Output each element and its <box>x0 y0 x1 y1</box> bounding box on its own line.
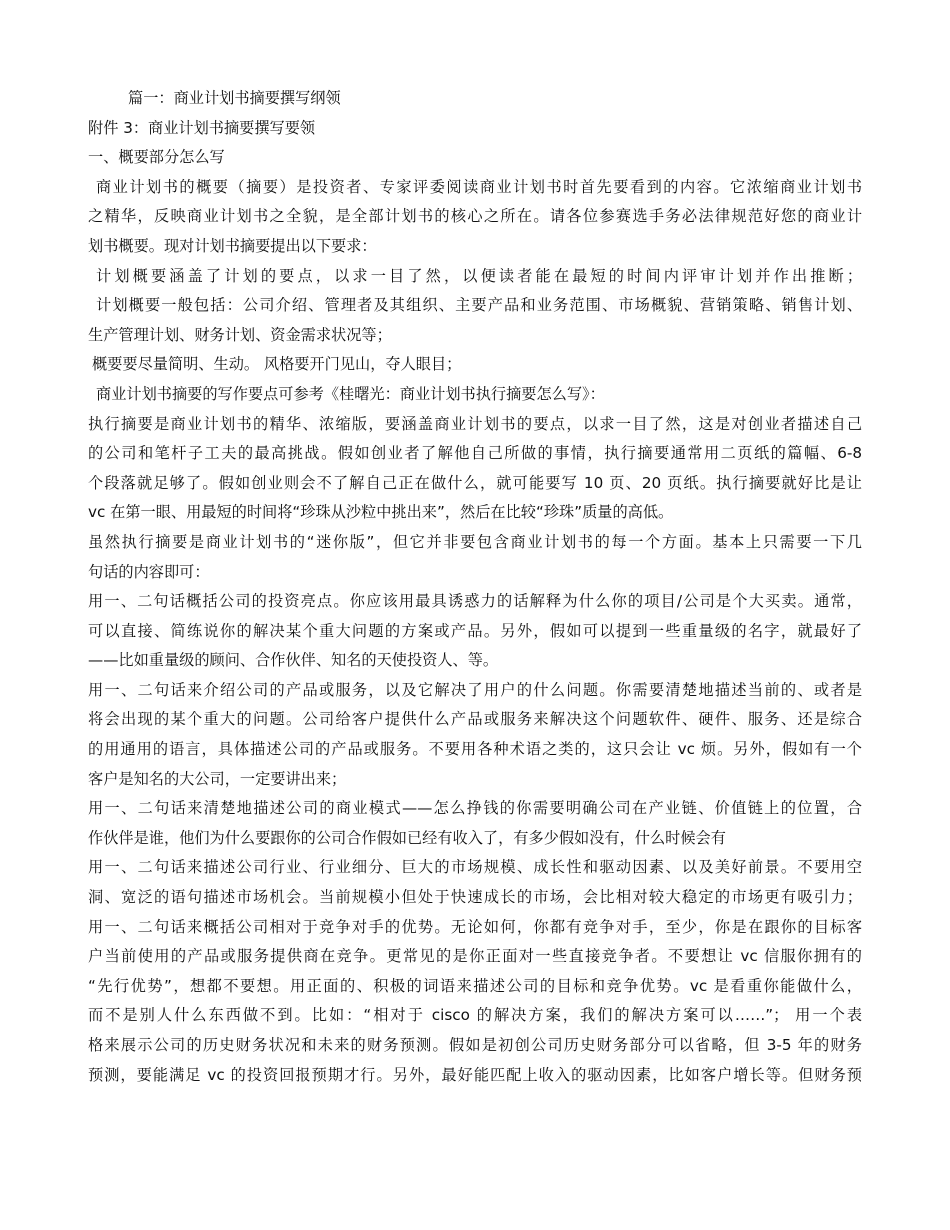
text-line: 作伙伴是谁，他们为什么要跟你的公司合作假如已经有收入了，有多少假如没有，什么时候会有 <box>88 828 726 847</box>
text-line: 虽然执行摘要是商业计划书的“迷你版”，但它并非要包含商业计划书的每一个方面。基本上只需要一下几 <box>88 532 862 551</box>
text-line: 而不是别人什么东西做不到。比如：“相对于 cisco 的解决方案，我们的解决方案可以……”； 用一个表 <box>88 1006 862 1025</box>
document-page <box>88 84 862 1090</box>
text-line: 格来展示公司的历史财务状况和未来的财务预测。假如是初创公司历史财务部分可以省略，但 3-5 年的财务 <box>88 1036 862 1054</box>
text-line: 户当前使用的产品或服务提供商在竞争。更常见的是你正面对一些直接竞争者。不要想让 vc 信服你拥有的 <box>88 947 862 966</box>
text-line: 用一、二句话概括公司的投资亮点。你应该用最具诱惑力的话解释为什么你的项目/公司是个大买卖。通常， <box>88 592 862 611</box>
text-line: 计划概要涵盖了计划的要点，以求一目了然，以便读者能在最短的时间内评审计划并作出推断； <box>96 266 862 285</box>
text-line: 句话的内容即可： <box>88 562 210 581</box>
text-line: 概要要尽量简明、生动。 风格要开门见山，夺人眼目； <box>92 355 462 374</box>
text-line: 用一、二句话来介绍公司的产品或服务，以及它解决了用户的什么问题。你需要清楚地描述当前的、或者是 <box>88 680 862 699</box>
text-line: 生产管理计划、财务计划、资金需求状况等； <box>88 325 392 344</box>
text-line: ——比如重量级的顾问、合作伙伴、知名的天使投资人、等。 <box>88 651 499 670</box>
text-line: 个段落就足够了。假如创业则会不了解自己正在做什么，就可能要写 10 页、20 页纸。执行摘要就好比是让 <box>88 473 862 492</box>
text-line: 划书概要。现对计划书摘要提出以下要求： <box>88 236 377 255</box>
section-heading: 一、概要部分怎么写 <box>88 148 225 167</box>
text-line: vc 在第一眼、用最短的时间将“珍珠从沙粒中挑出来”，然后在比较“珍珠”质量的高低。 <box>88 503 674 522</box>
attachment-heading: 附件 3：商业计划书摘要撰写要领 <box>88 118 316 137</box>
document-title: 篇一：商业计划书摘要撰写纲领 <box>128 89 341 107</box>
text-line: 用一、二句话来概括公司相对于竞争对手的优势。无论如何，你都有竞争对手，至少，你是在跟你的目标客 <box>88 917 862 936</box>
text-line: 预测，要能满足 vc 的投资回报预期才行。另外，最好能匹配上收入的驱动因素，比如客户增长等。但财务预 <box>88 1065 862 1084</box>
text-line: 的公司和笔杆子工夫的最高挑战。假如创业者了解他自己所做的事情，执行摘要通常用二页纸的篇幅、6-8 <box>88 444 862 463</box>
text-line: 之精华，反映商业计划书之全貌，是全部计划书的核心之所在。请各位参赛选手务必法律规范好您的商业计 <box>88 207 862 226</box>
text-line: 将会出现的某个重大的问题。公司给客户提供什么产品或服务来解决这个问题软件、硬件、服务、还是综合 <box>88 710 862 729</box>
text-line: 客户是知名的大公司，一定要讲出来； <box>88 769 347 788</box>
text-line: 用一、二句话来清楚地描述公司的商业模式——怎么挣钱的你需要明确公司在产业链、价值链上的位置，合 <box>88 799 862 818</box>
text-line: “先行优势”，想都不要想。用正面的、积极的词语来描述公司的目标和竞争优势。vc 是看重你能做什么， <box>88 976 862 995</box>
text-line: 商业计划书摘要的写作要点可参考《桂曙光：商业计划书执行摘要怎么写》： <box>96 384 605 403</box>
text-line: 用一、二句话来描述公司行业、行业细分、巨大的市场规模、成长性和驱动因素、以及美好前景。不要用空 <box>88 858 862 877</box>
text-line: 的用通用的语言，具体描述公司的产品或服务。不要用各种术语之类的，这只会让 vc 烦。另外，假如有一个 <box>88 740 862 759</box>
text-line: 商业计划书的概要（摘要）是投资者、专家评委阅读商业计划书时首先要看到的内容。它浓缩商业计划书 <box>96 177 862 196</box>
text-line: 计划概要一般包括：公司介绍、管理者及其组织、主要产品和业务范围、市场概貌、营销策略、销售计划、 <box>96 296 862 315</box>
text-line: 洞、宽泛的语句描述市场机会。当前规模小但处于快速成长的市场，会比相对较大稳定的市场更有吸引力； <box>88 888 862 907</box>
text-line: 可以直接、简练说你的解决某个重大问题的方案或产品。另外，假如可以提到一些重量级的名字，就最好了 <box>88 621 862 640</box>
text-line: 执行摘要是商业计划书的精华、浓缩版，要涵盖商业计划书的要点，以求一目了然，这是对创业者描述自己 <box>88 414 862 433</box>
